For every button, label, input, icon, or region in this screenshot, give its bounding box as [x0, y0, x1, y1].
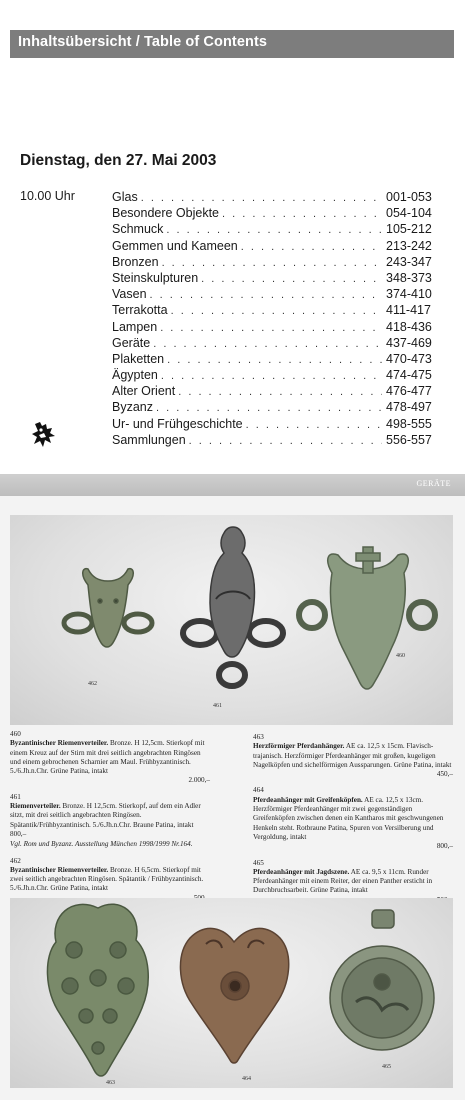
session-date: Dienstag, den 27. Mai 2003	[20, 152, 217, 169]
toc-leader	[150, 287, 382, 302]
toc-entry[interactable]	[112, 270, 442, 286]
toc-entry[interactable]	[112, 383, 442, 399]
entry-price: 450,–	[436, 770, 453, 779]
entry-number: 461	[10, 792, 21, 801]
photo-label: 462	[88, 681, 97, 687]
photo-label: 463	[106, 1080, 115, 1086]
bronze-objects-top-image	[10, 515, 453, 725]
toc-leader	[160, 320, 382, 335]
toc-pages: 374-410	[386, 287, 432, 302]
entry-text: Bronze. H 12,5cm. Stierkopf, auf dem ein Adler sitzt, mit drei seitlich angebrachten Ringösen. Spätantik/Frühbyzantinisch. 5./6.Jh.n.Chr. Braune Patina, intakt 800,–	[10, 802, 201, 838]
toc-pages: 478-497	[386, 400, 432, 415]
photo-label: 460	[396, 653, 405, 659]
toc-title: Terrakotta	[112, 303, 168, 318]
toc-leader	[162, 255, 382, 270]
toc-pages: 437-469	[386, 335, 432, 350]
entry-text: Bronze. H 6,5cm. Stierkopf mit zwei seitlich angebrachten Ringösen. Spätantik / Frühbyzantinisch. 5./6.Jh.n.Chr. Grüne Patina, intakt	[10, 865, 204, 893]
toc-entry[interactable]	[112, 335, 442, 351]
toc-leader	[153, 336, 382, 351]
toc-leader	[222, 206, 382, 221]
entry-text: AE ca. 9,5 x 11cm. Runder Pferdeanhänger mit einem Reiter, der einen Panther ersticht in Durchbruchsarbeit. Grüne Patina, intakt	[253, 867, 433, 895]
toc-title: Ur- und Frühgeschichte	[112, 416, 243, 431]
entry-name: Pferdeanhänger mit Jagdszene.	[253, 867, 350, 876]
toc-entry[interactable]	[112, 416, 442, 432]
photo-label: 461	[213, 703, 222, 709]
toc-pages: 213-242	[386, 238, 432, 253]
header-bar	[10, 30, 454, 58]
toc-title: Gemmen und Kameen	[112, 238, 238, 253]
toc-entry[interactable]	[112, 221, 442, 237]
toc-pages: 348-373	[386, 270, 432, 285]
toc-entry[interactable]	[112, 432, 442, 448]
session-time: 10.00 Uhr	[20, 189, 75, 203]
entry-text: Bronze. H 12,5cm. Stierkopf mit einem Kreuz auf der Stirn mit drei seitlich angebrachten Ringösen und einem gebrochenen Scharnier am Maul. Frühbyzantinisch. 5./6.Jh.n.Chr. Grüne Patina, intakt	[10, 739, 205, 776]
catalogue-entry	[10, 793, 210, 850]
object-460	[299, 547, 435, 689]
toc-entry[interactable]	[112, 286, 442, 302]
toc-pages: 474-475	[386, 368, 432, 383]
toc-title: Lampen	[112, 319, 158, 334]
toc-leader	[201, 271, 382, 286]
toc-title: Besondere Objekte	[112, 206, 220, 221]
toc-title: Plaketten	[112, 351, 165, 366]
section-tag: GERÄTE	[416, 479, 451, 488]
entry-name: Byzantinischer Riemenverteiler.	[10, 739, 109, 748]
object-463	[47, 904, 148, 1076]
toc-entry[interactable]	[112, 189, 442, 205]
photo-label: 464	[242, 1076, 251, 1082]
catalogue-entry	[10, 730, 210, 786]
toc-entry[interactable]	[112, 399, 442, 415]
entry-name: Herzförmiger Pferdanhänger.	[253, 742, 345, 751]
toc-pages: 498-555	[386, 416, 432, 431]
entry-name: Byzantinischer Riemenverteiler.	[10, 865, 109, 874]
toc-list	[112, 189, 442, 448]
toc-pages: 470-473	[386, 351, 432, 366]
entry-number: 460	[10, 730, 21, 738]
toc-pages: 054-104	[386, 206, 432, 221]
object-464	[180, 928, 288, 1063]
left-descriptions	[10, 730, 210, 910]
toc-leader	[141, 190, 382, 205]
toc-title: Vasen	[112, 287, 147, 302]
photo-bottom	[10, 898, 453, 1088]
toc-title: Alter Orient	[112, 384, 176, 399]
toc-pages: 556-557	[386, 432, 432, 447]
toc-leader	[166, 222, 382, 237]
catalogue-entry	[253, 733, 453, 779]
toc-pages: 001-053	[386, 190, 432, 204]
right-descriptions	[253, 733, 453, 912]
toc-entry[interactable]	[112, 319, 442, 335]
toc-pages: 105-212	[386, 222, 432, 237]
toc-leader	[156, 400, 382, 415]
toc-leader	[178, 384, 382, 399]
toc-entry[interactable]	[112, 254, 442, 270]
toc-leader	[161, 368, 382, 383]
toc-title: Glas	[112, 190, 138, 204]
toc-leader	[189, 433, 382, 448]
entry-text: AE ca. 12,5 x 13cm. Herzförmiger Pferdeanhänger mit zwei gegenständigen Greifenköpfen zwischen denen ein Kantharos mit geschwungenen Henkeln steht. Rotbraune Patina, Spuren von Versilberung und Vergoldung, intakt	[253, 795, 444, 841]
entry-name: Pferdeanhänger mit Greifenköpfen.	[253, 795, 363, 804]
object-461	[183, 527, 283, 686]
object-465	[330, 910, 434, 1050]
photo-top	[10, 515, 453, 725]
page-title: Inhaltsübersicht / Table of Contents	[18, 34, 268, 50]
toc-title: Sammlungen	[112, 432, 186, 447]
entry-price: 800,–	[436, 842, 453, 851]
bronze-objects-bottom-image	[10, 898, 453, 1088]
toc-title: Bronzen	[112, 254, 159, 269]
toc-entry[interactable]	[112, 302, 442, 318]
entry-name: Riemenverteiler.	[10, 802, 61, 811]
toc-entry[interactable]	[112, 205, 442, 221]
photo-label: 465	[382, 1064, 391, 1070]
entry-number: 464	[253, 786, 264, 795]
entry-note: Vgl. Rom und Byzanz. Ausstellung München 1998/1999 Nr.164.	[10, 840, 193, 849]
toc-title: Byzanz	[112, 400, 153, 415]
entry-number: 462	[10, 856, 21, 865]
object-462	[64, 569, 152, 647]
toc-leader	[171, 303, 382, 318]
toc-entry[interactable]	[112, 367, 442, 383]
toc-leader	[241, 239, 382, 254]
toc-title: Schmuck	[112, 222, 164, 237]
toc-leader	[246, 417, 382, 432]
toc-entry[interactable]	[112, 238, 442, 254]
toc-pages: 418-436	[386, 319, 432, 334]
entry-number: 463	[253, 733, 264, 741]
toc-pages: 476-477	[386, 384, 432, 399]
lion-emblem-icon	[30, 420, 58, 450]
catalogue-entry	[10, 857, 210, 903]
toc-pages: 243-347	[386, 254, 432, 269]
catalogue-entry	[253, 786, 453, 851]
toc-title: Geräte	[112, 335, 151, 350]
toc-title: Steinskulpturen	[112, 270, 199, 285]
toc-pages: 411-417	[386, 303, 431, 318]
toc-entry[interactable]	[112, 351, 442, 367]
toc-leader	[167, 352, 382, 367]
entry-number: 465	[253, 858, 264, 867]
toc-title: Ägypten	[112, 368, 158, 383]
entry-text: AE ca. 12,5 x 15cm. Flavisch-trajanisch. Herzförmiger Pferdeanhänger mit großen, kugeligen Nagelköpfen und sichelförmigen Aussparungen. Grüne Patina, intakt	[253, 742, 452, 769]
section-band	[0, 474, 465, 496]
entry-price: 2.000,–	[188, 776, 210, 785]
